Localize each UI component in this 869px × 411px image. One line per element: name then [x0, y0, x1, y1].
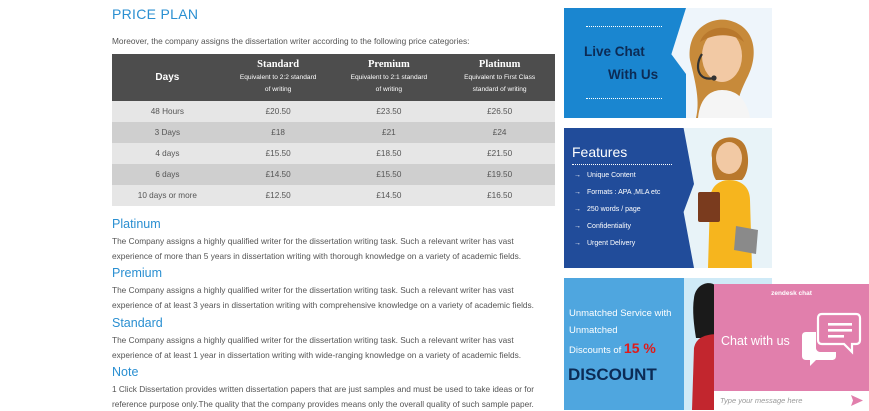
premium-line-1: The Company assigns a highly qualified writer for the dissertation writing task. Such a relevant writer has vast: [112, 283, 555, 298]
live-chat-line-1: Live Chat: [584, 44, 645, 59]
discount-percent: 15 %: [624, 340, 656, 356]
note-description: [112, 382, 555, 411]
days-cell: 3 Days: [112, 122, 223, 143]
dotted-divider-top: [586, 26, 662, 27]
table-row: [112, 185, 555, 206]
standard-description: [112, 333, 555, 362]
page-title: PRICE PLAN: [112, 6, 198, 22]
dotted-divider: [572, 164, 672, 165]
features-banner: [564, 128, 772, 268]
list-item: → Urgent Delivery: [574, 235, 660, 252]
list-item: → Confidentiality: [574, 218, 660, 235]
standard-header-title: Standard: [223, 59, 334, 70]
chat-widget[interactable]: [714, 284, 869, 410]
premium-price-cell: £18.50: [334, 143, 445, 164]
days-cell: 6 days: [112, 164, 223, 185]
premium-header-sub1: Equivalent to 2:1 standard: [334, 72, 445, 84]
live-chat-line-2: With Us: [608, 67, 658, 82]
platinum-heading: Platinum: [112, 217, 161, 231]
platinum-header-sub2: standard of writing: [444, 84, 555, 96]
platinum-price-cell: £24: [444, 122, 555, 143]
platinum-description: [112, 234, 555, 263]
chat-input-bar[interactable]: [714, 391, 869, 410]
standard-price-cell: £15.50: [223, 143, 334, 164]
features-list: [574, 167, 660, 252]
table-row: [112, 164, 555, 185]
note-line-1: 1 Click Dissertation provides written dissertation papers that are just samples and must be used to take ideas or for: [112, 382, 555, 397]
platinum-header: [444, 54, 555, 101]
standard-header-sub1: Equivalent to 2:2 standard: [223, 72, 334, 84]
standard-header: [223, 54, 334, 101]
standard-price-cell: £20.50: [223, 101, 334, 122]
platinum-header-sub1: Equivalent to First Class: [444, 72, 555, 84]
premium-header-title: Premium: [334, 59, 445, 70]
days-cell: 4 days: [112, 143, 223, 164]
days-header: Days: [112, 54, 223, 101]
support-agent-photo: [676, 12, 768, 118]
platinum-price-cell: £16.50: [444, 185, 555, 206]
premium-line-2: experience of at least 3 years in dissertation writing with comprehensive knowledge on a variety of academic fields.: [112, 298, 555, 313]
table-row: [112, 101, 555, 122]
platinum-price-cell: £21.50: [444, 143, 555, 164]
chat-brand: zendesk chat: [714, 290, 869, 297]
discount-line-3-text: Discounts of: [569, 345, 621, 356]
platinum-price-cell: £26.50: [444, 101, 555, 122]
premium-header: [334, 54, 445, 101]
live-chat-banner[interactable]: [564, 8, 772, 118]
note-line-2: reference purpose only.The quality that the company provides means only the overall quality of such sample paper.: [112, 397, 555, 411]
list-item: → 250 words / page: [574, 201, 660, 218]
days-cell: 48 Hours: [112, 101, 223, 122]
price-table-header: [112, 54, 555, 101]
table-row: [112, 143, 555, 164]
list-item: → Formats : APA ,MLA etc: [574, 184, 660, 201]
list-item: → Unique Content: [574, 167, 660, 184]
chat-with-us-label[interactable]: Chat with us: [721, 334, 790, 348]
platinum-price-cell: £19.50: [444, 164, 555, 185]
intro-text: Moreover, the company assigns the dissertation writer according to the following price categories:: [112, 36, 469, 46]
standard-price-cell: £14.50: [223, 164, 334, 185]
standard-line-2: experience of at least 1 year in dissertation writing with wide-ranging knowledge on a variety of academic fields.: [112, 348, 555, 363]
student-photo: [690, 130, 770, 268]
standard-price-cell: £18: [223, 122, 334, 143]
chat-bubble-icon: [800, 312, 862, 366]
premium-price-cell: £21: [334, 122, 445, 143]
price-table: [112, 54, 555, 206]
send-icon[interactable]: [851, 395, 863, 406]
standard-line-1: The Company assigns a highly qualified writer for the dissertation writing task. Such a relevant writer has vast: [112, 333, 555, 348]
discount-line-1: Unmatched Service with: [569, 308, 671, 319]
premium-price-cell: £23.50: [334, 101, 445, 122]
discount-line-3: [569, 340, 656, 356]
platinum-line-1: The Company assigns a highly qualified writer for the dissertation writing task. Such a relevant writer has vast: [112, 234, 555, 249]
features-title: Features: [572, 144, 627, 160]
premium-price-cell: £15.50: [334, 164, 445, 185]
standard-heading: Standard: [112, 316, 163, 330]
dotted-divider-bottom: [586, 98, 662, 99]
days-cell: 10 days or more: [112, 185, 223, 206]
note-heading: Note: [112, 365, 138, 379]
platinum-header-title: Platinum: [444, 59, 555, 70]
discount-line-2: Unmatched: [569, 325, 618, 336]
premium-heading: Premium: [112, 266, 162, 280]
premium-description: [112, 283, 555, 312]
premium-header-sub2: of writing: [334, 84, 445, 96]
table-row: [112, 122, 555, 143]
standard-price-cell: £12.50: [223, 185, 334, 206]
premium-price-cell: £14.50: [334, 185, 445, 206]
chat-message-input[interactable]: Type your message here: [720, 396, 802, 405]
platinum-line-2: experience of more than 5 years in dissertation writing with thorough knowledge on a variety of academic fields.: [112, 249, 555, 264]
standard-header-sub2: of writing: [223, 84, 334, 96]
discount-label: DISCOUNT: [568, 365, 657, 385]
